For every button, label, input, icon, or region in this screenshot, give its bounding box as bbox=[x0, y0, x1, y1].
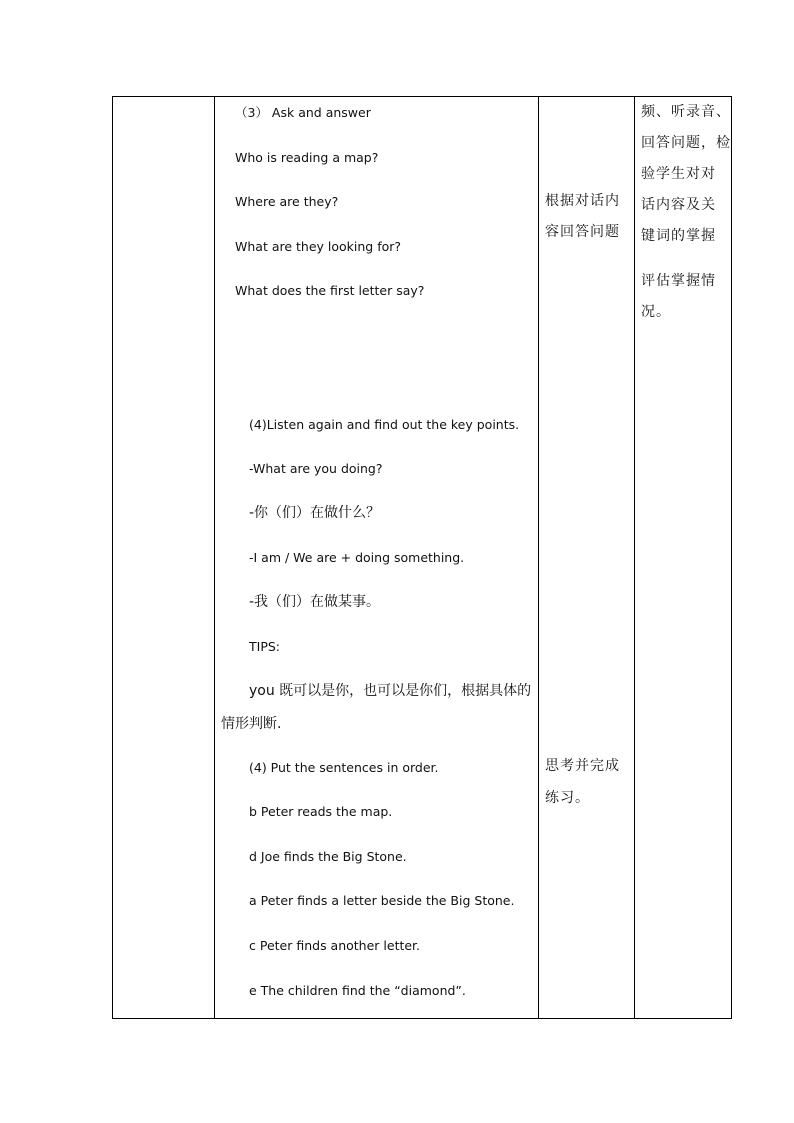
order-sentence-a: a Peter finds a letter beside the Big Stone. bbox=[249, 893, 515, 908]
tips-text-line2: 情形判断. bbox=[221, 716, 282, 732]
key-points-heading: (4)Listen again and find out the key points. bbox=[249, 417, 520, 432]
purpose-line-5: 键词的掌握 bbox=[641, 228, 716, 244]
activity-2-line1: 思考并完成 bbox=[545, 758, 620, 774]
lesson-plan-table bbox=[112, 96, 732, 1019]
dialogue-question-en: -What are you doing? bbox=[249, 461, 383, 476]
question-1: Who is reading a map? bbox=[235, 150, 379, 165]
design-purpose-cell bbox=[634, 97, 731, 1018]
student-activity-cell bbox=[538, 97, 634, 1018]
order-sentence-e: e The children find the “diamond”. bbox=[249, 983, 466, 998]
order-heading: (4) Put the sentences in order. bbox=[249, 760, 439, 775]
tips-text-line1: you 既可以是你，也可以是你们，根据具体的 bbox=[249, 683, 532, 699]
order-sentence-d: d Joe finds the Big Stone. bbox=[249, 849, 407, 864]
teaching-content-cell bbox=[214, 97, 538, 1018]
question-3: What are they looking for? bbox=[235, 239, 402, 254]
stage-cell bbox=[113, 97, 214, 1018]
purpose-line-1: 频、听录音、 bbox=[641, 104, 731, 120]
dialogue-answer-cn: -我（们）在做某事。 bbox=[249, 594, 381, 610]
purpose-line-3: 验学生对对 bbox=[641, 166, 716, 182]
question-2: Where are they? bbox=[235, 194, 339, 209]
tips-label: TIPS: bbox=[249, 639, 281, 654]
evaluation-line-2: 况。 bbox=[641, 304, 671, 320]
activity-1-line2: 容回答问题 bbox=[545, 224, 620, 240]
purpose-line-4: 话内容及关 bbox=[641, 197, 716, 213]
dialogue-question-cn: -你（们）在做什么？ bbox=[249, 505, 381, 521]
dialogue-answer-en: -I am / We are + doing something. bbox=[249, 550, 465, 565]
activity-2-line2: 练习。 bbox=[545, 790, 590, 806]
order-sentence-b: b Peter reads the map. bbox=[249, 804, 393, 819]
question-4: What does the first letter say? bbox=[235, 283, 425, 298]
ask-answer-heading: （3） Ask and answer bbox=[235, 105, 371, 120]
activity-1-line1: 根据对话内 bbox=[545, 193, 620, 209]
order-sentence-c: c Peter finds another letter. bbox=[249, 938, 421, 953]
evaluation-line-1: 评估掌握情 bbox=[641, 273, 716, 289]
purpose-line-2: 回答问题，检 bbox=[641, 135, 731, 151]
